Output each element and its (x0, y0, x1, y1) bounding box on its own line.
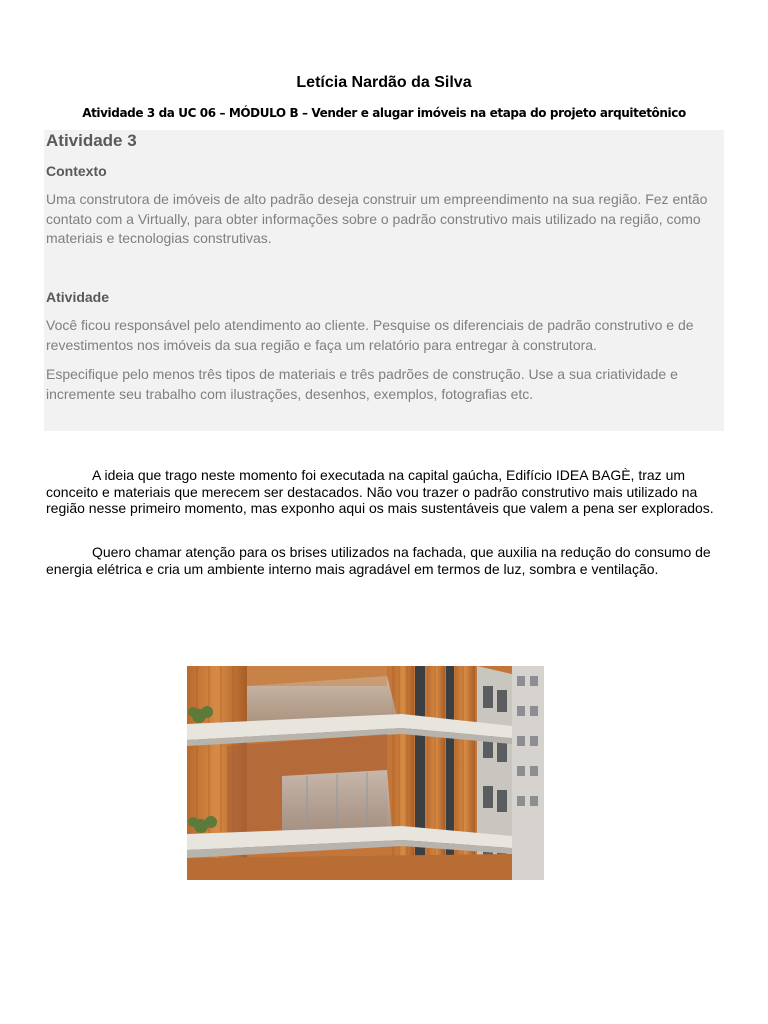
body-paragraph-2: Quero chamar atenção para os brises utilizados na fachada, que auxilia na redução do consumo de energia elétrica e cria um ambiente interno mais agradável em termos de luz, sombra e ventilação. (46, 544, 711, 577)
activity-heading: Atividade 3 (46, 131, 137, 150)
building-facade-photo (187, 666, 544, 880)
activity-subtitle: Atividade 3 da UC 06 – MÓDULO B – Vender e alugar imóveis na etapa do projeto arquitetônico (82, 106, 686, 120)
context-text: Uma construtora de imóveis de alto padrão deseja construir um empreendimento na sua região. Fez então contato com a Virtually, para obter informações sobre o padrão construtivo mais utilizado na região, como materiais e tecnologias construtivas. (46, 191, 708, 246)
author-name: Letícia Nardão da Silva (296, 74, 472, 91)
context-label: Contexto (46, 163, 107, 179)
activity-text-1: Você ficou responsável pelo atendimento ao cliente. Pesquise os diferenciais de padrão construtivo e de revestimentos nos imóveis da sua região e faça um relatório para entregar à construtora. (46, 317, 694, 353)
body-paragraph-1: A ideia que trago neste momento foi executada na capital gaúcha, Edifício IDEA BAGÈ, traz um conceito e materiais que merecem ser destacados. Não vou trazer o padrão construtivo mais utilizado na região nesse primeiro momento, mas exponho aqui os mais sustentáveis que valem a pena ser explorados. (46, 467, 714, 516)
activity-text-2: Especifique pelo menos três tipos de materiais e três padrões de construção. Use a sua criatividade e incremente seu trabalho com ilustrações, desenhos, exemplos, fotografias etc. (46, 366, 678, 402)
activity-label: Atividade (46, 289, 110, 305)
activity-box (44, 130, 724, 431)
